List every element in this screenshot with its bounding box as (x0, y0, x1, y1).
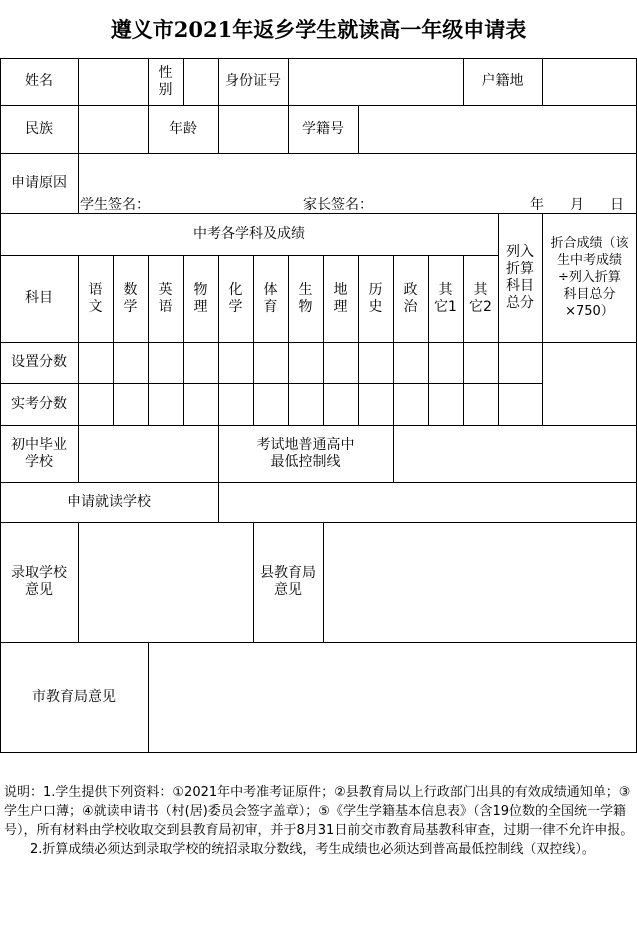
age-field[interactable] (218, 105, 288, 153)
subject-header (393, 255, 428, 342)
reason-field[interactable] (78, 153, 637, 198)
apply-school-field[interactable] (218, 482, 637, 522)
subject-header-line: 它1 (434, 298, 457, 315)
counted-total-header (498, 213, 542, 342)
counted-total-line: 总分 (506, 294, 534, 311)
date-day: 日 (610, 196, 624, 213)
name-field[interactable] (78, 58, 148, 105)
actual-score-field[interactable] (183, 383, 218, 425)
subject-header-line: 史 (368, 298, 383, 315)
set-score-field[interactable] (218, 342, 253, 383)
actual-score-field[interactable] (113, 383, 148, 425)
admitting-school-opinion-label (0, 522, 78, 642)
set-score-field[interactable] (78, 342, 113, 383)
subject-header-line: 体 (263, 281, 278, 298)
admitting-school-line: 录取学校 (11, 565, 67, 581)
set-score-field[interactable] (393, 342, 428, 383)
subject-header-line: 物 (193, 281, 208, 298)
actual-score-field[interactable] (323, 383, 358, 425)
subject-header (183, 255, 218, 342)
instructions (4, 783, 634, 859)
actual-score-field[interactable] (463, 383, 498, 425)
subject-header-line: 文 (88, 298, 103, 315)
student-no-field[interactable] (358, 105, 637, 153)
city-bureau-opinion-field[interactable] (148, 642, 637, 753)
admitting-school-opinion-field[interactable] (78, 522, 253, 642)
middle-school-line: 初中毕业 (11, 436, 67, 453)
actual-score-field[interactable] (428, 383, 463, 425)
actual-score-field[interactable] (253, 383, 288, 425)
instruction-paragraph: 2.折算成绩必须达到录取学校的统招录取分数线，考生成绩也必须达到普高最低控制线（双控线）。 (30, 842, 595, 857)
subject-header-line: 地 (333, 281, 348, 298)
set-score-field[interactable] (183, 342, 218, 383)
subject-header-line: 理 (333, 298, 348, 315)
subject-header (148, 255, 183, 342)
subject-header-line: 育 (263, 298, 278, 315)
subject-header-line: 理 (193, 298, 208, 315)
subject-header-line: 其 (438, 281, 453, 298)
subject-header (323, 255, 358, 342)
hukou-label: 户籍地 (481, 73, 524, 89)
set-score-field[interactable] (253, 342, 288, 383)
subject-header-line: 语 (158, 298, 173, 315)
converted-score-line: ×750） (565, 304, 614, 319)
set-score-field[interactable] (148, 342, 183, 383)
set-score-field[interactable] (288, 342, 323, 383)
date-year: 年 (530, 196, 544, 213)
ethnicity-field[interactable] (78, 105, 148, 153)
student-no-label: 学籍号 (302, 120, 344, 137)
admitting-school-line: 意见 (25, 582, 53, 598)
id-number-label: 身份证号 (225, 73, 281, 89)
subject-header-line: 历 (368, 281, 383, 298)
converted-score-line: ÷列入折算 (558, 270, 621, 285)
ethnicity-label: 民族 (25, 120, 53, 137)
set-score-field[interactable] (463, 342, 498, 383)
min-control-line-field[interactable] (393, 425, 637, 482)
subject-header (358, 255, 393, 342)
min-control-line-label (218, 425, 393, 482)
county-bureau-opinion-field[interactable] (323, 522, 637, 642)
subject-header-line: 物 (298, 298, 313, 315)
subject-header-line: 语 (88, 281, 103, 298)
subject-header (78, 255, 113, 342)
subject-header-line: 英 (158, 281, 173, 298)
date-month: 月 (570, 196, 584, 213)
actual-score-field[interactable] (288, 383, 323, 425)
county-bureau-line: 意见 (274, 582, 302, 598)
subject-header (253, 255, 288, 342)
instruction-paragraph: 说明：1.学生提供下列资料：①2021年中考准考证原件；②县教育局以上行政部门出具的有效成绩通知单；③学生户口薄；④就读申请书（村(居)委员会签字盖章）；⑤《学生学籍基本信息表》（含19位数的全国统一学籍号），所有材料由学校收取交到县教育局初审，并于8月31日前交市教育局基教科审查，过期一律不允许申报。 (4, 785, 634, 838)
set-score-field[interactable] (323, 342, 358, 383)
subject-header (218, 255, 253, 342)
scores-header: 中考各学科及成绩 (193, 225, 305, 242)
county-bureau-opinion-label (253, 522, 323, 642)
city-bureau-opinion-label: 市教育局意见 (32, 689, 116, 705)
converted-score-line: 折合成绩（该 (550, 236, 629, 251)
reason-label: 申请原因 (11, 174, 67, 191)
counted-total-line: 科目 (506, 277, 534, 294)
subject-header-line: 其 (473, 281, 488, 298)
set-score-field[interactable] (113, 342, 148, 383)
gender-label-line: 性 (158, 64, 173, 81)
converted-score-line: 生中考成绩 (556, 253, 622, 268)
counted-total-line: 折算 (506, 260, 534, 277)
subject-header-line: 生 (298, 281, 313, 298)
student-signature-label: 学生签名： (80, 196, 150, 213)
subject-label: 科目 (25, 290, 53, 306)
county-bureau-line: 县教育局 (260, 565, 316, 581)
form-title: 遵义市2021年返乡学生就读高一年级申请表 (110, 17, 527, 42)
actual-score-label: 实考分数 (11, 395, 67, 412)
gender-field[interactable] (183, 58, 218, 105)
actual-score-field[interactable] (148, 383, 183, 425)
subject-header (463, 255, 498, 342)
subject-header-line: 它2 (469, 298, 492, 315)
converted-score-field[interactable] (542, 342, 637, 425)
counted-total-field[interactable] (498, 342, 542, 425)
counted-total-line: 列入 (506, 243, 534, 260)
subject-header-line: 治 (403, 298, 418, 315)
gender-label-line: 别 (158, 81, 173, 98)
actual-score-field[interactable] (358, 383, 393, 425)
subject-header-line: 学 (228, 298, 243, 315)
subject-header (113, 255, 148, 342)
gender-label (148, 58, 183, 105)
age-label: 年龄 (169, 120, 197, 137)
subject-header-line: 学 (123, 298, 138, 315)
actual-score-field[interactable] (393, 383, 428, 425)
name-label: 姓名 (25, 73, 53, 89)
middle-school-line: 学校 (25, 453, 53, 470)
apply-school-label: 申请就读学校 (67, 493, 151, 510)
id-number-field[interactable] (288, 58, 463, 105)
converted-score-header (542, 213, 637, 342)
subject-header (428, 255, 463, 342)
subject-header (288, 255, 323, 342)
subject-header-line: 数 (123, 281, 138, 298)
middle-school-label (0, 425, 78, 482)
middle-school-field[interactable] (78, 425, 218, 482)
min-control-line: 考试地普通高中 (256, 436, 355, 453)
hukou-field[interactable] (542, 58, 637, 105)
actual-score-field[interactable] (218, 383, 253, 425)
subject-header-line: 化 (228, 281, 243, 298)
min-control-line: 最低控制线 (270, 453, 341, 470)
converted-score-line: 科目总分 (563, 287, 616, 302)
actual-score-field[interactable] (78, 383, 113, 425)
subject-header-line: 政 (403, 281, 418, 298)
set-score-field[interactable] (358, 342, 393, 383)
set-score-field[interactable] (428, 342, 463, 383)
parent-signature-label: 家长签名： (303, 196, 373, 213)
set-score-label: 设置分数 (11, 354, 67, 370)
